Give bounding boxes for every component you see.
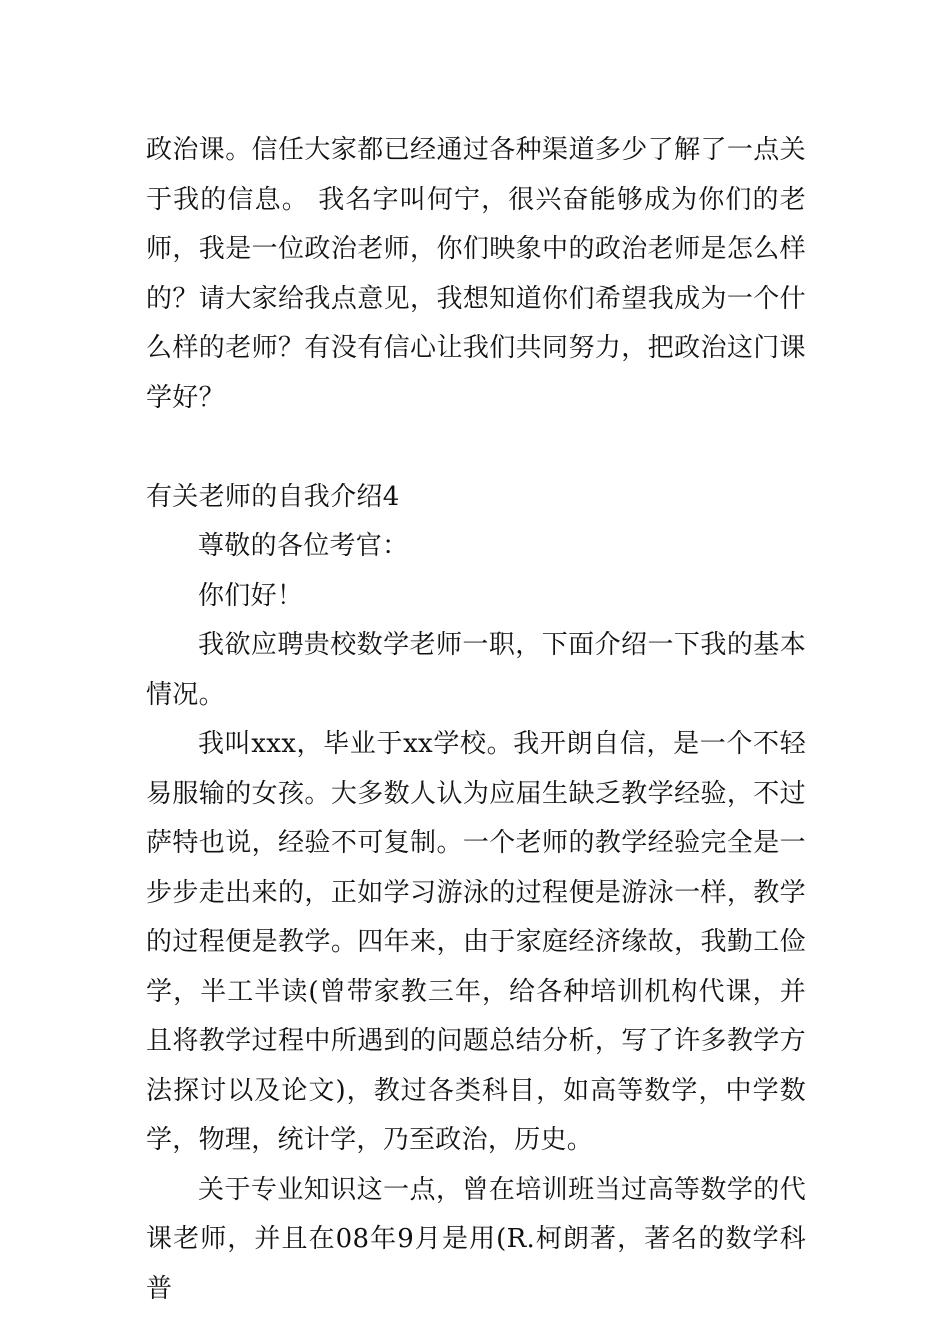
hello-line: 你们好！ <box>198 580 304 611</box>
intro-paragraph: 政治课。信任大家都已经通过各种渠道多少了解了一点关于我的信息。 我名字叫何宁，很兴奋能够成为你们的老师，我是一位政治老师，你们映象中的政治老师是怎么样的？请大家给我点意见，我想知道你们希望我成为一个什么样的老师？有没有信心让我们共同努力，把政治这门课学好？ <box>146 135 806 413</box>
section-title: 有关老师的自我介绍4 <box>146 481 400 512</box>
paragraph-spacer <box>146 423 806 473</box>
paragraph-expertise: 关于专业知识这一点，曾在培训班当过高等数学的代课老师，并且在08年9月是用(R.柯朗著，著名的数学科普 <box>146 1174 806 1304</box>
paragraph-background: 我叫xxx，毕业于xx学校。我开朗自信，是一个不轻易服输的女孩。大多数人认为应届生缺乏教学经验，不过萨特也说，经验不可复制。一个老师的教学经验完全是一步步走出来的，正如学习游泳的过程便是游泳一样，教学的过程便是教学。四年来，由于家庭经济缘故，我勤工俭学，半工半读(曾带家教三年，给各种培训机构代课，并且将教学过程中所遇到的问题总结分析，写了许多教学方法探讨以及论文)，教过各类科目，如高等数学，中学数学，物理，统计学，乃至政治，历史。 <box>146 729 806 1155</box>
paragraph-application: 我欲应聘贵校数学老师一职，下面介绍一下我的基本情况。 <box>146 630 806 710</box>
document-body <box>146 126 806 1314</box>
greeting-line: 尊敬的各位考官： <box>198 531 409 561</box>
